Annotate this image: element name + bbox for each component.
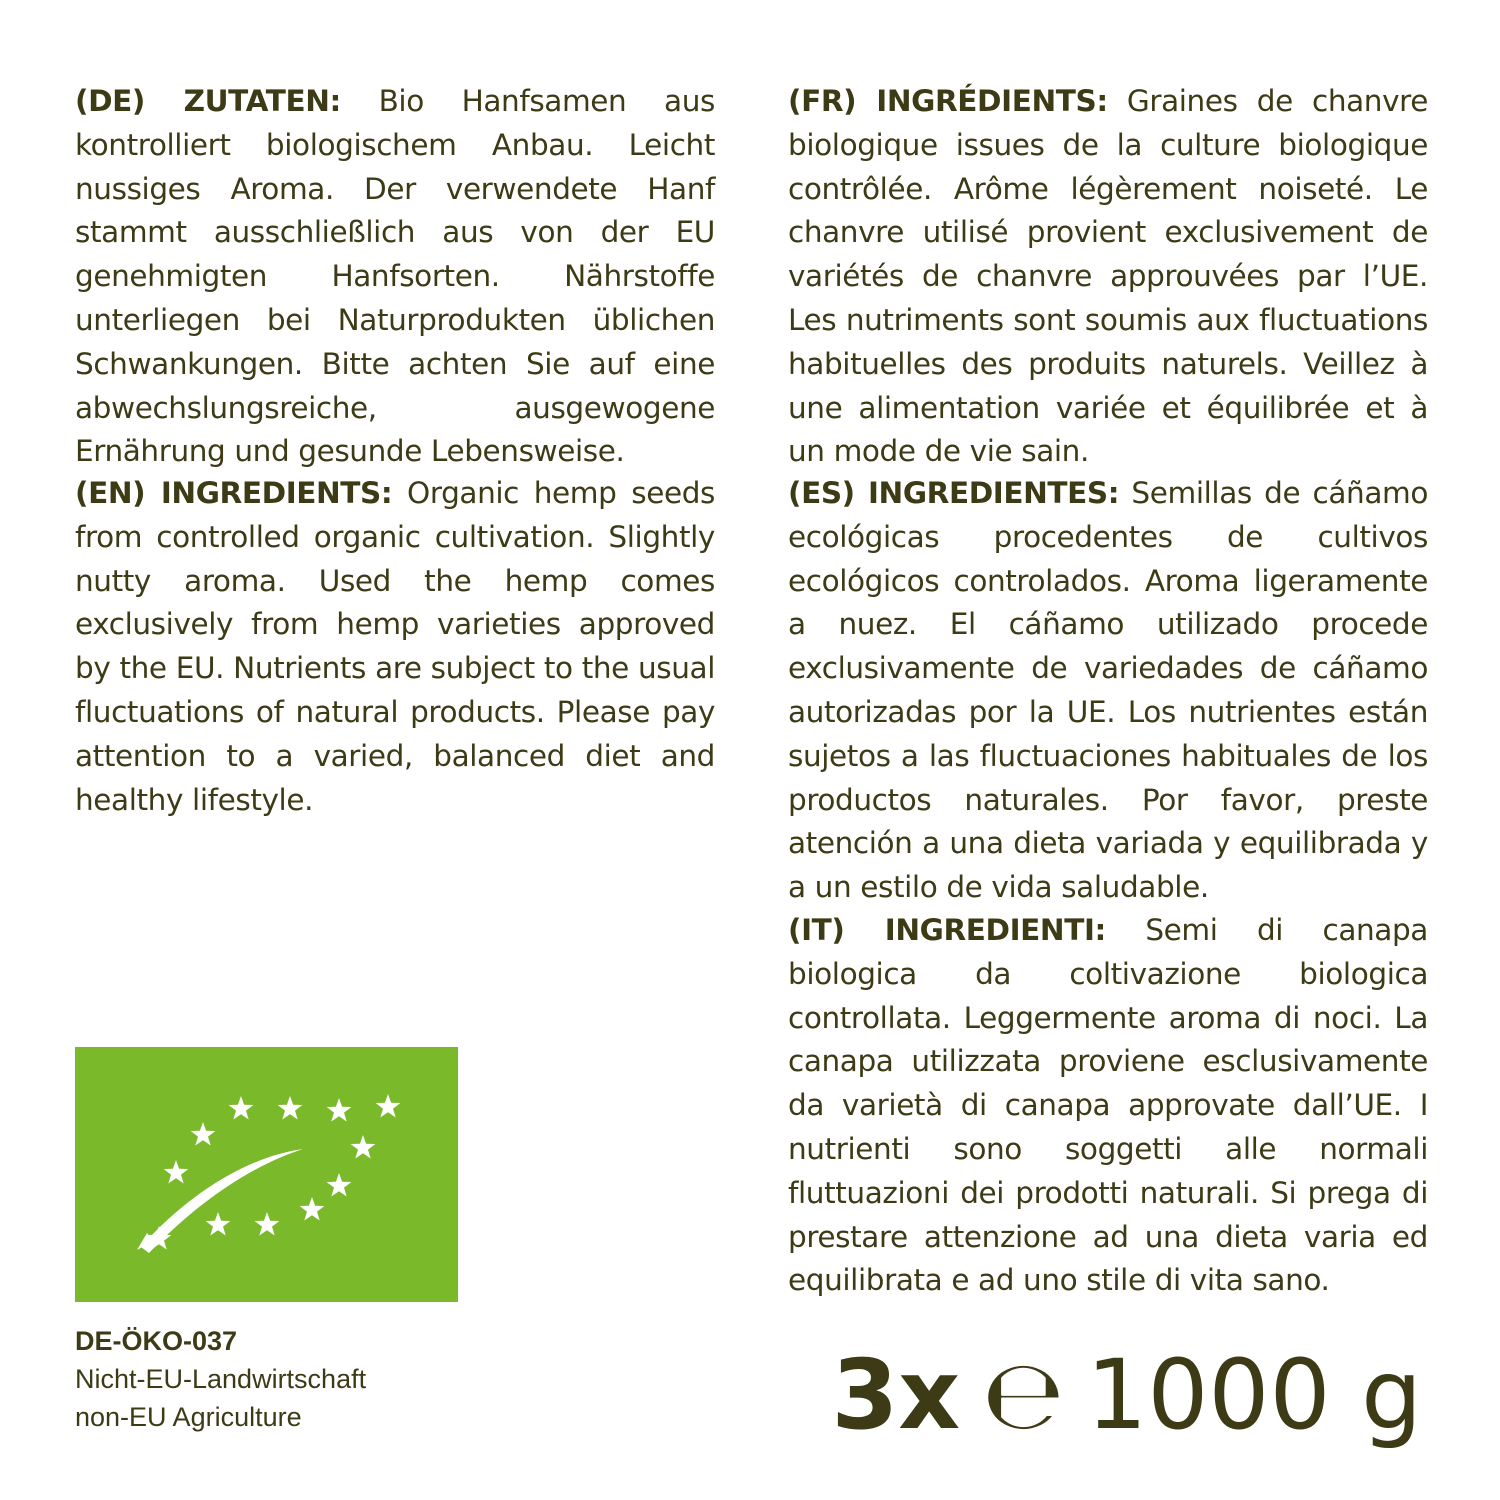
ingredients-es-heading: (ES) INGREDIENTES: (788, 476, 1120, 510)
package-count: 3x (831, 1339, 961, 1451)
ingredients-de-heading: (DE) ZUTATEN: (75, 84, 341, 118)
ingredients-fr (788, 80, 1428, 474)
agriculture-origin-en: non-EU Agriculture (75, 1402, 302, 1432)
ingredients-en (75, 472, 715, 822)
certification-info (75, 1322, 366, 1436)
agriculture-origin-de: Nicht-EU-Landwirtschaft (75, 1364, 367, 1394)
net-weight: 1000 g (1086, 1339, 1422, 1451)
ingredients-de (75, 80, 715, 474)
eu-organic-leaf-logo (75, 1047, 458, 1302)
estimated-sign-icon: ℮ (982, 1339, 1065, 1451)
ingredients-it (788, 909, 1428, 1303)
ingredients-it-heading: (IT) INGREDIENTI: (788, 913, 1106, 947)
eu-leaf-icon (75, 1047, 458, 1302)
ingredients-en-heading: (EN) INGREDIENTS: (75, 476, 393, 510)
net-quantity (831, 1340, 1422, 1450)
ingredients-it-text: Semi di canapa biologica da coltivazione biologica controllata. Leggermente aroma di noci. La canapa utilizzata proviene esclusivamente da varietà di canapa approvate dall’UE. I nutrienti sono soggetti alle normali fluttuazioni dei prodotti naturali. Si prega di prestare attenzione ad una dieta varia ed equilibrata e ad uno stile di vita sano. (788, 913, 1428, 1298)
ingredients-fr-heading: (FR) INGRÉDIENTS: (788, 84, 1108, 118)
ingredients-en-text: Organic hemp seeds from controlled organic cultivation. Slightly nutty aroma. Used the hemp comes exclusively from hemp varieties approved by the EU. Nutrients are subject to the usual fluctuations of natural products. Please pay attention to a varied, balanced diet and healthy lifestyle. (75, 476, 715, 817)
ingredients-de-text: Bio Hanfsamen aus kontrolliert biologischem Anbau. Leicht nussiges Aroma. Der verwendete Hanf stammt ausschließlich aus von der EU genehmigten Hanfsorten. Nährstoffe unterliegen bei Naturprodukten üblichen Schwankungen. Bitte achten Sie auf eine abwechslungsreiche, ausgewogene Ernährung und gesunde Lebensweise. (75, 84, 716, 469)
ingredients-es (788, 472, 1428, 910)
ingredients-es-text: Semillas de cáñamo ecológicas procedentes de cultivos ecológicos controlados. Aroma ligeramente a nuez. El cáñamo utilizado procede exclusivamente de variedades de cáñamo autorizadas por la UE. Los nutrientes están sujetos a las fluctuaciones habituales de los productos naturales. Por favor, preste atención a una dieta variada y equilibrada y a un estilo de vida saludable. (788, 476, 1428, 905)
certification-code: DE-ÖKO-037 (75, 1326, 238, 1356)
ingredients-fr-text: Graines de chanvre biologique issues de la culture biologique contrôlée. Arôme légèrement noiseté. Le chanvre utilisé provient exclusivement de variétés de chanvre approuvées par l’UE. Les nutriments sont soumis aux fluctuations habituelles des produits naturels. Veillez à une alimentation variée et équilibrée et à un mode de vie sain. (788, 84, 1428, 469)
